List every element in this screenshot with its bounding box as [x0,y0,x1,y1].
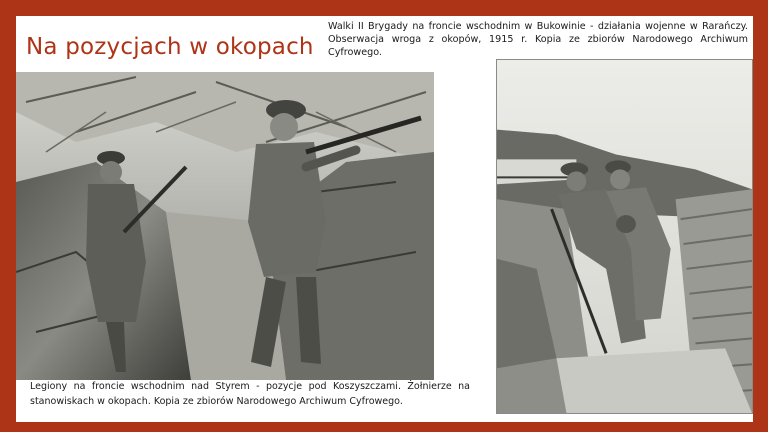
left-photo-caption: Legiony na froncie wschodnim nad Styrem - pozycje pod Koszyszczami. Żołnierze na stanowiskach w okopach. Kopia ze zbiorów Narodowego Archiwum Cyfrowego. [30,381,470,407]
trench-photo-right [496,59,753,414]
slide [16,16,753,422]
trench-photo-left-image [16,72,434,380]
trench-photo-left [16,72,434,380]
right-photo-description: Walki II Brygady na froncie wschodnim w Bukowinie - działania wojenne w Rarańczy. Obserwacja wroga z okopów, 1915 r. Kopia ze zbiorów Narodowego Archiwum Cyfrowego. [328,21,748,58]
trench-photo-right-image [497,60,752,413]
slide-title: Na pozycjach w okopach [26,34,314,60]
